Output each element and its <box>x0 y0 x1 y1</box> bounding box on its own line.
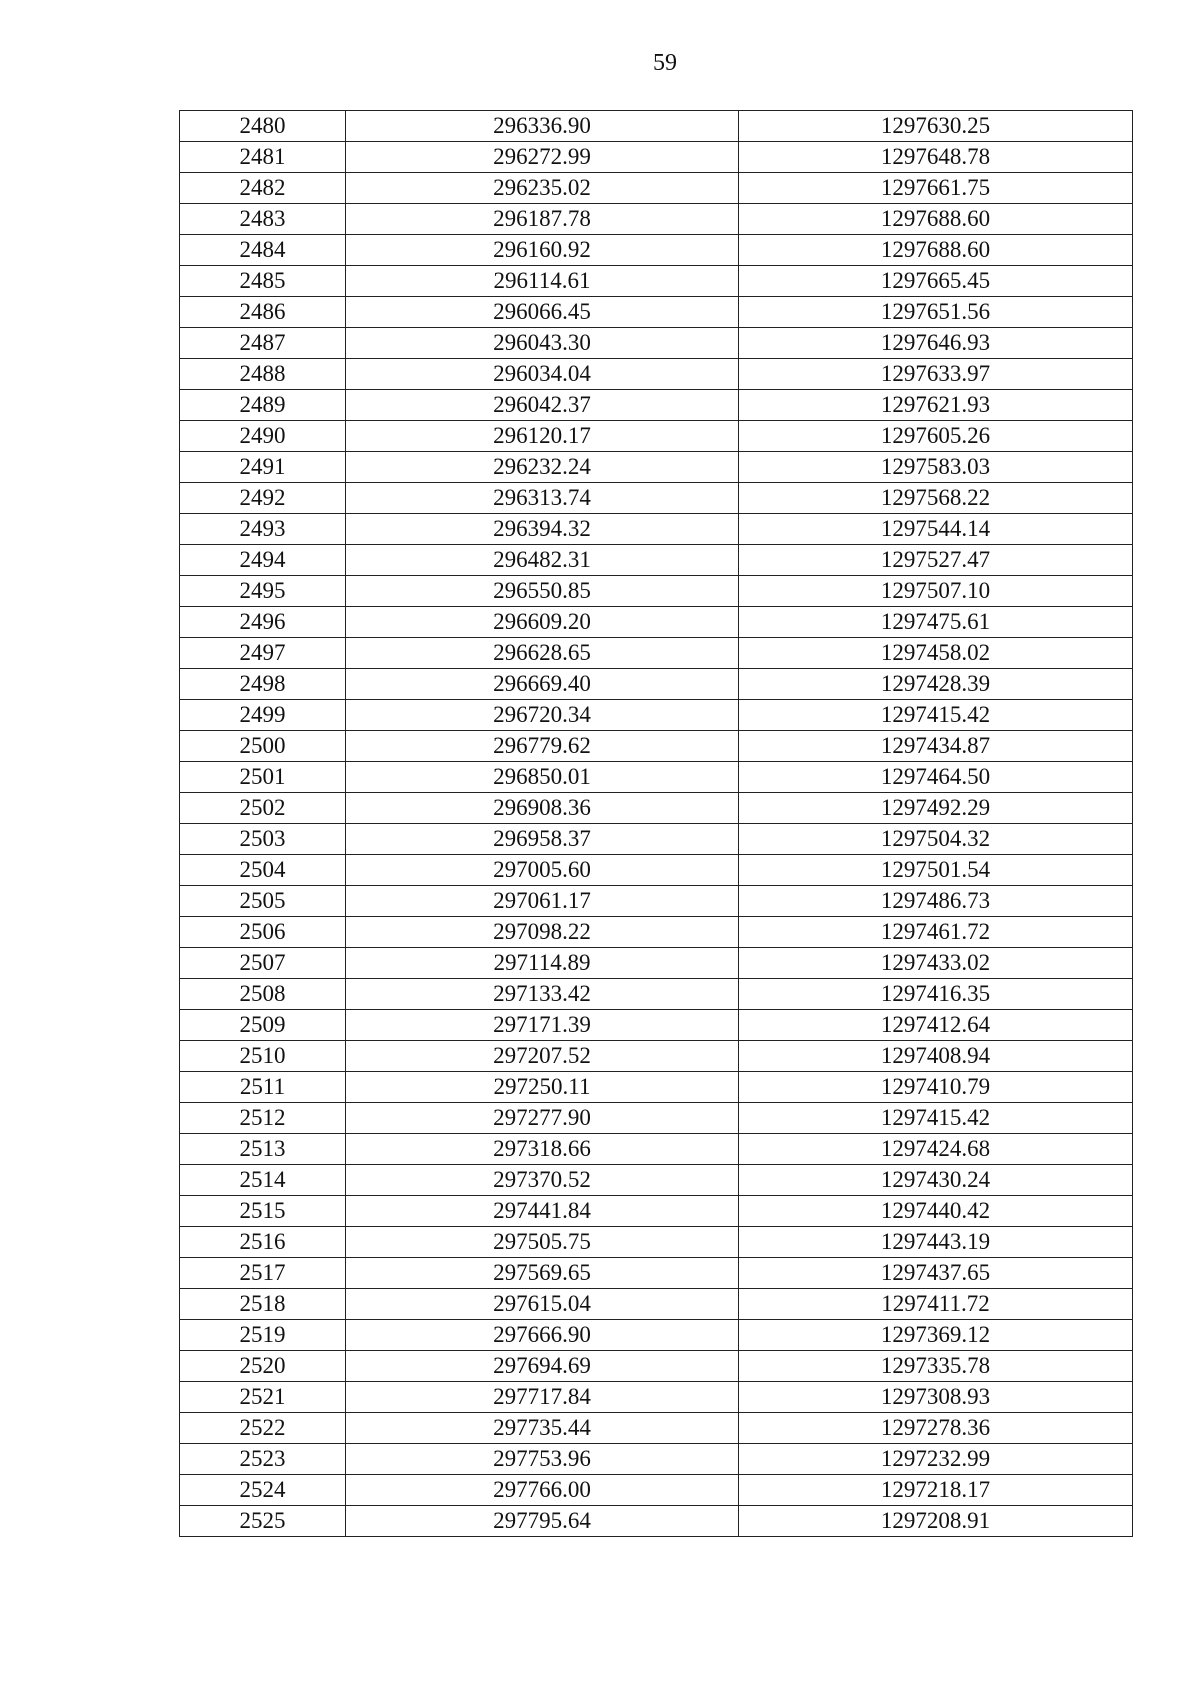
point-number-cell: 2524 <box>180 1475 346 1506</box>
x-coordinate-cell: 297277.90 <box>346 1103 739 1134</box>
point-number-cell: 2494 <box>180 545 346 576</box>
x-coordinate-cell: 297098.22 <box>346 917 739 948</box>
point-number-cell: 2500 <box>180 731 346 762</box>
y-coordinate-cell: 1297335.78 <box>739 1351 1133 1382</box>
point-number-cell: 2504 <box>180 855 346 886</box>
table-row <box>180 204 1133 235</box>
table-row <box>180 235 1133 266</box>
y-coordinate-cell: 1297428.39 <box>739 669 1133 700</box>
point-number-cell: 2512 <box>180 1103 346 1134</box>
y-coordinate-cell: 1297646.93 <box>739 328 1133 359</box>
point-number-cell: 2499 <box>180 700 346 731</box>
table-row <box>180 452 1133 483</box>
point-number-cell: 2520 <box>180 1351 346 1382</box>
table-body <box>180 111 1133 1537</box>
table-row <box>180 1320 1133 1351</box>
point-number-cell: 2492 <box>180 483 346 514</box>
point-number-cell: 2523 <box>180 1444 346 1475</box>
table-row <box>180 142 1133 173</box>
x-coordinate-cell: 297370.52 <box>346 1165 739 1196</box>
x-coordinate-cell: 297207.52 <box>346 1041 739 1072</box>
table-row <box>180 1041 1133 1072</box>
y-coordinate-cell: 1297461.72 <box>739 917 1133 948</box>
point-number-cell: 2497 <box>180 638 346 669</box>
table-row <box>180 266 1133 297</box>
point-number-cell: 2493 <box>180 514 346 545</box>
x-coordinate-cell: 297318.66 <box>346 1134 739 1165</box>
y-coordinate-cell: 1297208.91 <box>739 1506 1133 1537</box>
table-row <box>180 793 1133 824</box>
y-coordinate-cell: 1297411.72 <box>739 1289 1133 1320</box>
table-row <box>180 1444 1133 1475</box>
x-coordinate-cell: 296187.78 <box>346 204 739 235</box>
table-row <box>180 669 1133 700</box>
y-coordinate-cell: 1297218.17 <box>739 1475 1133 1506</box>
point-number-cell: 2525 <box>180 1506 346 1537</box>
table-row <box>180 173 1133 204</box>
y-coordinate-cell: 1297369.12 <box>739 1320 1133 1351</box>
point-number-cell: 2480 <box>180 111 346 142</box>
table-row <box>180 545 1133 576</box>
x-coordinate-cell: 296114.61 <box>346 266 739 297</box>
table-row <box>180 576 1133 607</box>
x-coordinate-cell: 297250.11 <box>346 1072 739 1103</box>
y-coordinate-cell: 1297232.99 <box>739 1444 1133 1475</box>
y-coordinate-cell: 1297605.26 <box>739 421 1133 452</box>
y-coordinate-cell: 1297458.02 <box>739 638 1133 669</box>
table-row <box>180 483 1133 514</box>
x-coordinate-cell: 296336.90 <box>346 111 739 142</box>
x-coordinate-cell: 296720.34 <box>346 700 739 731</box>
x-coordinate-cell: 296272.99 <box>346 142 739 173</box>
table-row <box>180 607 1133 638</box>
y-coordinate-cell: 1297633.97 <box>739 359 1133 390</box>
x-coordinate-cell: 296779.62 <box>346 731 739 762</box>
point-number-cell: 2483 <box>180 204 346 235</box>
y-coordinate-cell: 1297410.79 <box>739 1072 1133 1103</box>
y-coordinate-cell: 1297688.60 <box>739 204 1133 235</box>
y-coordinate-cell: 1297651.56 <box>739 297 1133 328</box>
y-coordinate-cell: 1297408.94 <box>739 1041 1133 1072</box>
y-coordinate-cell: 1297621.93 <box>739 390 1133 421</box>
point-number-cell: 2503 <box>180 824 346 855</box>
x-coordinate-cell: 296394.32 <box>346 514 739 545</box>
x-coordinate-cell: 296669.40 <box>346 669 739 700</box>
point-number-cell: 2491 <box>180 452 346 483</box>
table-row <box>180 1382 1133 1413</box>
point-number-cell: 2507 <box>180 948 346 979</box>
x-coordinate-cell: 297766.00 <box>346 1475 739 1506</box>
point-number-cell: 2510 <box>180 1041 346 1072</box>
point-number-cell: 2484 <box>180 235 346 266</box>
x-coordinate-cell: 297717.84 <box>346 1382 739 1413</box>
table-row <box>180 917 1133 948</box>
x-coordinate-cell: 297441.84 <box>346 1196 739 1227</box>
x-coordinate-cell: 297569.65 <box>346 1258 739 1289</box>
table-row <box>180 390 1133 421</box>
y-coordinate-cell: 1297434.87 <box>739 731 1133 762</box>
y-coordinate-cell: 1297501.54 <box>739 855 1133 886</box>
table-row <box>180 421 1133 452</box>
x-coordinate-cell: 297171.39 <box>346 1010 739 1041</box>
y-coordinate-cell: 1297308.93 <box>739 1382 1133 1413</box>
x-coordinate-cell: 296628.65 <box>346 638 739 669</box>
y-coordinate-cell: 1297430.24 <box>739 1165 1133 1196</box>
x-coordinate-cell: 297505.75 <box>346 1227 739 1258</box>
table-row <box>180 1506 1133 1537</box>
x-coordinate-cell: 297795.64 <box>346 1506 739 1537</box>
x-coordinate-cell: 296043.30 <box>346 328 739 359</box>
x-coordinate-cell: 297005.60 <box>346 855 739 886</box>
point-number-cell: 2518 <box>180 1289 346 1320</box>
point-number-cell: 2514 <box>180 1165 346 1196</box>
x-coordinate-cell: 296066.45 <box>346 297 739 328</box>
table-row <box>180 359 1133 390</box>
y-coordinate-cell: 1297416.35 <box>739 979 1133 1010</box>
table-row <box>180 1227 1133 1258</box>
y-coordinate-cell: 1297278.36 <box>739 1413 1133 1444</box>
point-number-cell: 2485 <box>180 266 346 297</box>
point-number-cell: 2521 <box>180 1382 346 1413</box>
y-coordinate-cell: 1297544.14 <box>739 514 1133 545</box>
table-row <box>180 1258 1133 1289</box>
point-number-cell: 2506 <box>180 917 346 948</box>
x-coordinate-cell: 296235.02 <box>346 173 739 204</box>
x-coordinate-cell: 297694.69 <box>346 1351 739 1382</box>
point-number-cell: 2516 <box>180 1227 346 1258</box>
table-row <box>180 731 1133 762</box>
y-coordinate-cell: 1297527.47 <box>739 545 1133 576</box>
y-coordinate-cell: 1297464.50 <box>739 762 1133 793</box>
point-number-cell: 2490 <box>180 421 346 452</box>
point-number-cell: 2496 <box>180 607 346 638</box>
table-row <box>180 1134 1133 1165</box>
table-row <box>180 824 1133 855</box>
table-row <box>180 979 1133 1010</box>
y-coordinate-cell: 1297661.75 <box>739 173 1133 204</box>
table-row <box>180 328 1133 359</box>
x-coordinate-cell: 296313.74 <box>346 483 739 514</box>
table-row <box>180 855 1133 886</box>
y-coordinate-cell: 1297504.32 <box>739 824 1133 855</box>
point-number-cell: 2486 <box>180 297 346 328</box>
x-coordinate-cell: 296232.24 <box>346 452 739 483</box>
x-coordinate-cell: 297735.44 <box>346 1413 739 1444</box>
y-coordinate-cell: 1297424.68 <box>739 1134 1133 1165</box>
table-row <box>180 1475 1133 1506</box>
table-row <box>180 1072 1133 1103</box>
point-number-cell: 2509 <box>180 1010 346 1041</box>
point-number-cell: 2501 <box>180 762 346 793</box>
table-row <box>180 886 1133 917</box>
y-coordinate-cell: 1297507.10 <box>739 576 1133 607</box>
x-coordinate-cell: 296042.37 <box>346 390 739 421</box>
y-coordinate-cell: 1297412.64 <box>739 1010 1133 1041</box>
table-row <box>180 1165 1133 1196</box>
point-number-cell: 2519 <box>180 1320 346 1351</box>
table-row <box>180 762 1133 793</box>
point-number-cell: 2511 <box>180 1072 346 1103</box>
table-row <box>180 1413 1133 1444</box>
point-number-cell: 2489 <box>180 390 346 421</box>
table-row <box>180 1196 1133 1227</box>
y-coordinate-cell: 1297688.60 <box>739 235 1133 266</box>
table-row <box>180 700 1133 731</box>
y-coordinate-cell: 1297648.78 <box>739 142 1133 173</box>
point-number-cell: 2487 <box>180 328 346 359</box>
x-coordinate-cell: 296160.92 <box>346 235 739 266</box>
point-number-cell: 2481 <box>180 142 346 173</box>
y-coordinate-cell: 1297583.03 <box>739 452 1133 483</box>
point-number-cell: 2513 <box>180 1134 346 1165</box>
x-coordinate-cell: 296908.36 <box>346 793 739 824</box>
page-number: 59 <box>653 50 677 76</box>
table-row <box>180 297 1133 328</box>
point-number-cell: 2508 <box>180 979 346 1010</box>
x-coordinate-cell: 296482.31 <box>346 545 739 576</box>
x-coordinate-cell: 297114.89 <box>346 948 739 979</box>
table-row <box>180 514 1133 545</box>
y-coordinate-cell: 1297415.42 <box>739 1103 1133 1134</box>
x-coordinate-cell: 296609.20 <box>346 607 739 638</box>
table-row <box>180 948 1133 979</box>
y-coordinate-cell: 1297492.29 <box>739 793 1133 824</box>
y-coordinate-cell: 1297568.22 <box>739 483 1133 514</box>
table-row <box>180 1103 1133 1134</box>
point-number-cell: 2517 <box>180 1258 346 1289</box>
point-number-cell: 2515 <box>180 1196 346 1227</box>
x-coordinate-cell: 297666.90 <box>346 1320 739 1351</box>
y-coordinate-cell: 1297443.19 <box>739 1227 1133 1258</box>
table-row <box>180 1010 1133 1041</box>
point-number-cell: 2498 <box>180 669 346 700</box>
point-number-cell: 2502 <box>180 793 346 824</box>
x-coordinate-cell: 297133.42 <box>346 979 739 1010</box>
y-coordinate-cell: 1297433.02 <box>739 948 1133 979</box>
y-coordinate-cell: 1297437.65 <box>739 1258 1133 1289</box>
y-coordinate-cell: 1297486.73 <box>739 886 1133 917</box>
point-number-cell: 2488 <box>180 359 346 390</box>
x-coordinate-cell: 296850.01 <box>346 762 739 793</box>
y-coordinate-cell: 1297475.61 <box>739 607 1133 638</box>
y-coordinate-cell: 1297665.45 <box>739 266 1133 297</box>
x-coordinate-cell: 296120.17 <box>346 421 739 452</box>
table-row <box>180 638 1133 669</box>
point-number-cell: 2482 <box>180 173 346 204</box>
table-row <box>180 1289 1133 1320</box>
x-coordinate-cell: 297753.96 <box>346 1444 739 1475</box>
point-number-cell: 2495 <box>180 576 346 607</box>
y-coordinate-cell: 1297630.25 <box>739 111 1133 142</box>
x-coordinate-cell: 297061.17 <box>346 886 739 917</box>
x-coordinate-cell: 297615.04 <box>346 1289 739 1320</box>
x-coordinate-cell: 296958.37 <box>346 824 739 855</box>
x-coordinate-cell: 296034.04 <box>346 359 739 390</box>
point-number-cell: 2522 <box>180 1413 346 1444</box>
x-coordinate-cell: 296550.85 <box>346 576 739 607</box>
coordinate-table <box>179 110 1133 1537</box>
y-coordinate-cell: 1297415.42 <box>739 700 1133 731</box>
point-number-cell: 2505 <box>180 886 346 917</box>
y-coordinate-cell: 1297440.42 <box>739 1196 1133 1227</box>
table-row <box>180 1351 1133 1382</box>
table-row <box>180 111 1133 142</box>
